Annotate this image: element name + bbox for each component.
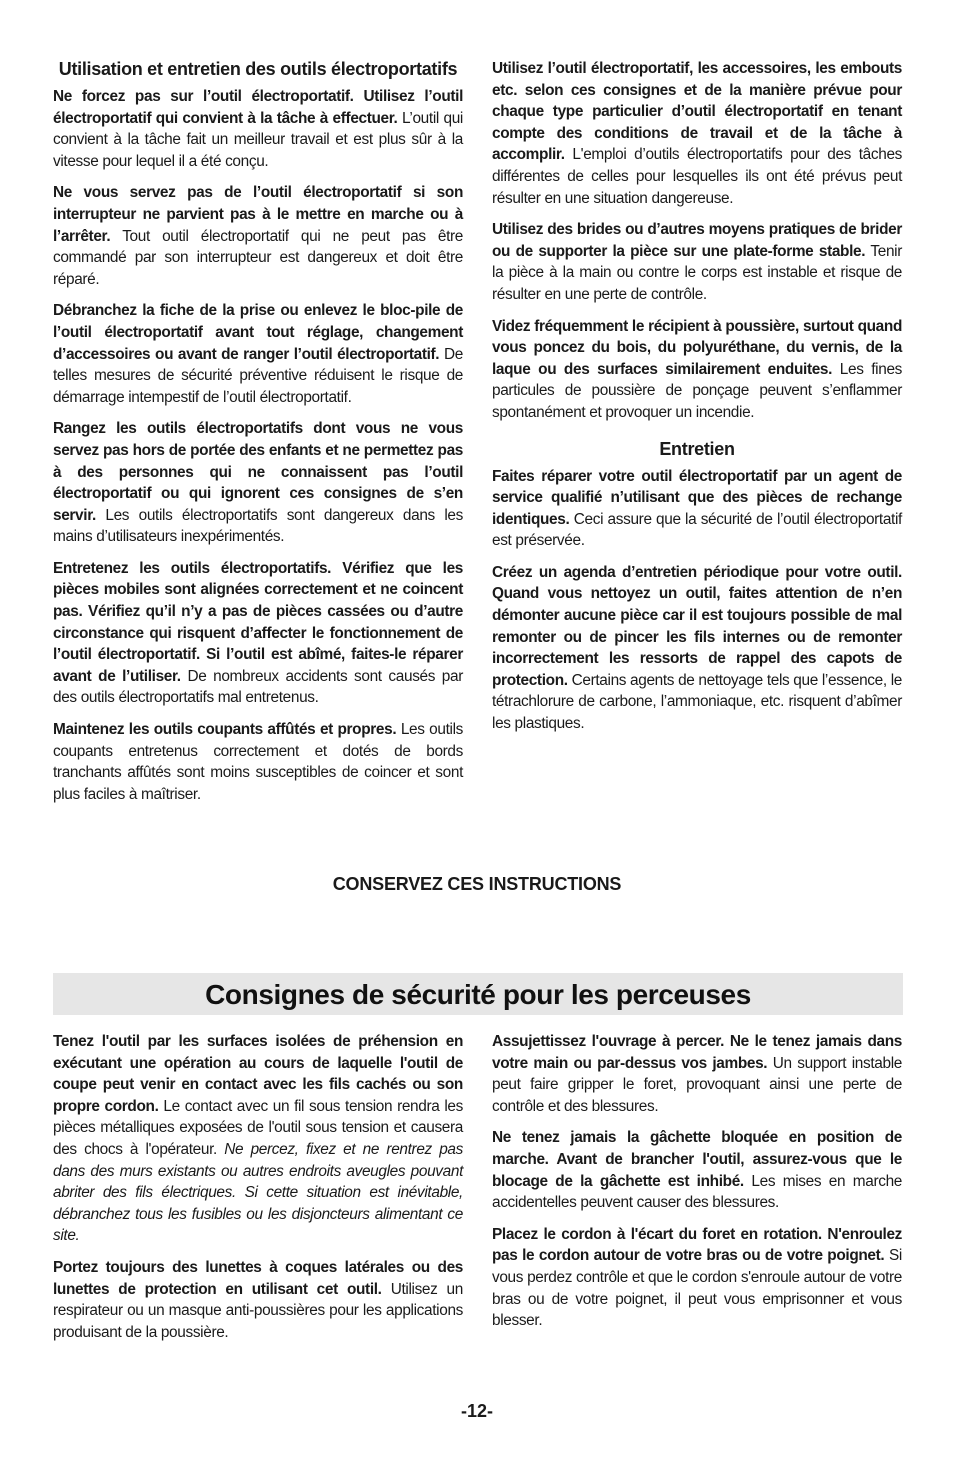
paragraph: Assujettissez l'ouvrage à percer. Ne le tenez jamais dans votre main ou par-dessus vos jambes. Un support instable peut faire gripper le foret, provoquant ainsi une perte de contrôle et des blessures. bbox=[492, 1033, 902, 1115]
section-title-perceuses: Consignes de sécurité pour les perceuses bbox=[205, 979, 751, 1010]
paragraph: Créez un agenda d’entretien périodique pour votre outil. Quand vous nettoyez un outil, faites attention de n’en démonter aucune pièce car il est toujours possible de mal remonter ou de pincer les fils internes ou de remonter incorrectement les ressorts de rappel des capots de protection. Certains agents de nettoyage tels que l’essence, le tétrachlorure de carbone, l’ammoniaque, etc. risquent d’abîmer les plastiques. bbox=[492, 563, 902, 733]
paragraph: Ne vous servez pas de l’outil électroportatif si son interrupteur ne parvient pas à le mettre en marche ou à l’arrêter. Tout outil électroportatif qui ne peut pas être commandé par son interrupteur est dangereux et doit être réparé. bbox=[53, 184, 464, 288]
section-banner bbox=[53, 973, 903, 1015]
paragraph: Utilisez l’outil électroportatif, les accessoires, les embouts etc. selon ces consignes et de la manière prévue pour chaque type particulier d’outil électroportatif en tenant compte des conditions de travail et de la tâche à accomplir. L'emploi d’outils électroportatifs pour des tâches différentes de celles pour lesquelles ils ont été prévus peut résulter en une situation dangereuse. bbox=[492, 60, 902, 207]
paragraph: Débranchez la fiche de la prise ou enlevez le bloc-pile de l’outil électroportatif avant tout réglage, changement d’accessoires ou avant de ranger l’outil électroportatif. De telles mesures de sécurité préventive réduisent le risque de démarrage intempestif de l’outil électroportatif. bbox=[53, 302, 463, 406]
paragraph: Videz fréquemment le récipient à poussière, surtout quand vous poncez du bois, du polyuréthane, du vernis, de la laque ou des surfaces similairement enduites. Les fines particules de poussière de ponçage peuvent s’enflammer spontanément et provoquer un incendie. bbox=[492, 317, 902, 421]
section1-right-column bbox=[492, 58, 902, 745]
section-heading-entretien: Entretien bbox=[659, 438, 735, 459]
paragraph: Entretenez les outils électroportatifs. Vérifiez que les pièces mobiles sont alignées correctement et ne coincent pas. Vérifiez qu’il n’y a pas de pièces cassées ou d’autre circonstance qui risquent d’affecter le fonctionnement de l’outil électroportatif. Si l’outil est abîmé, faites-le réparer avant de l’utiliser. De nombreux accidents sont causés par des outils électroportatifs mal entretenus. bbox=[53, 559, 463, 707]
paragraph: Utilisez des brides ou d’autres moyens pratiques de brider ou de supporter la pièce sur une plate-forme stable. Tenir la pièce à la main ou contre le corps est instable et risque de résulter en une perte de contrôle. bbox=[492, 221, 902, 303]
paragraph: Ne tenez jamais la gâchette bloquée en position de marche. Avant de brancher l'outil, assurez-vous que le blocage de la gâchette est inhibé. Les mises en marche accidentelles peuvent causer des blessures. bbox=[492, 1129, 903, 1212]
section1-left-column bbox=[53, 58, 463, 815]
save-instructions-heading: CONSERVEZ CES INSTRUCTIONS bbox=[332, 874, 622, 894]
section-heading-utilisation: Utilisation et entretien des outils électroportatifs bbox=[58, 59, 458, 79]
paragraph: Rangez les outils électroportatifs dont vous ne vous servez pas hors de portée des enfants et ne permettez pas à des personnes qui ne connaissent pas l’outil électroportatif ou qui ignorent ces consignes de s’en servir. Les outils électroportatifs sont dangereux dans les mains d’utilisateurs inexpérimentés. bbox=[53, 420, 463, 546]
page-number: -12- bbox=[460, 1401, 493, 1421]
section2-left-column bbox=[53, 1031, 463, 1353]
paragraph: Maintenez les outils coupants affûtés et propres. Les outils coupants entretenus correctement et dotés de bords tranchants affûtés sont moins susceptibles de coincer et sont plus faciles à maîtriser. bbox=[53, 721, 463, 803]
section2-right-column bbox=[492, 1031, 902, 1342]
paragraph: Placez le cordon à l'écart du foret en rotation. N'enroulez pas le cordon autour de votre bras ou de votre poignet. Si vous perdez contrôle et que le cordon s'enroule autour de votre bras ou de votre poignet, il peut vous emprisonner et vous blesser. bbox=[492, 1225, 902, 1330]
paragraph: Portez toujours des lunettes à coques latérales ou des lunettes de protection en utilisant cet outil. Utilisez un respirateur ou un masque anti-poussières pour les applications produisant de la poussière. bbox=[53, 1258, 463, 1341]
paragraph: Ne forcez pas sur l’outil électroportatif. Utilisez l’outil électroportatif qui convient à la tâche à effectuer. L’outil qui convient à la tâche fait un meilleur travail et est plus sûr à la vitesse pour lequel il a été conçu. bbox=[53, 88, 463, 170]
paragraph: Faites réparer votre outil électroportatif par un agent de service qualifié n’utilisant que des pièces de rechange identiques. Ceci assure que la sécurité de l’outil électroportatif est préservée. bbox=[492, 467, 902, 550]
paragraph: Tenez l'outil par les surfaces isolées de préhension en exécutant une opération au cours de laquelle l'outil de coupe peut venir en contact avec les fils cachés ou son propre cordon. Le contact avec un fil sous tension rendra les pièces métalliques exposées de l'outil sous tension et causera des chocs à l'opérateur. Ne percez, fixez et ne rentrez pas dans des murs existants ou autres endroits aveugles pouvant abriter des fils électriques. Si cette situation est inévitable, débranchez tous les fusibles ou les disjoncteurs alimentant ce site. bbox=[53, 1033, 463, 1245]
